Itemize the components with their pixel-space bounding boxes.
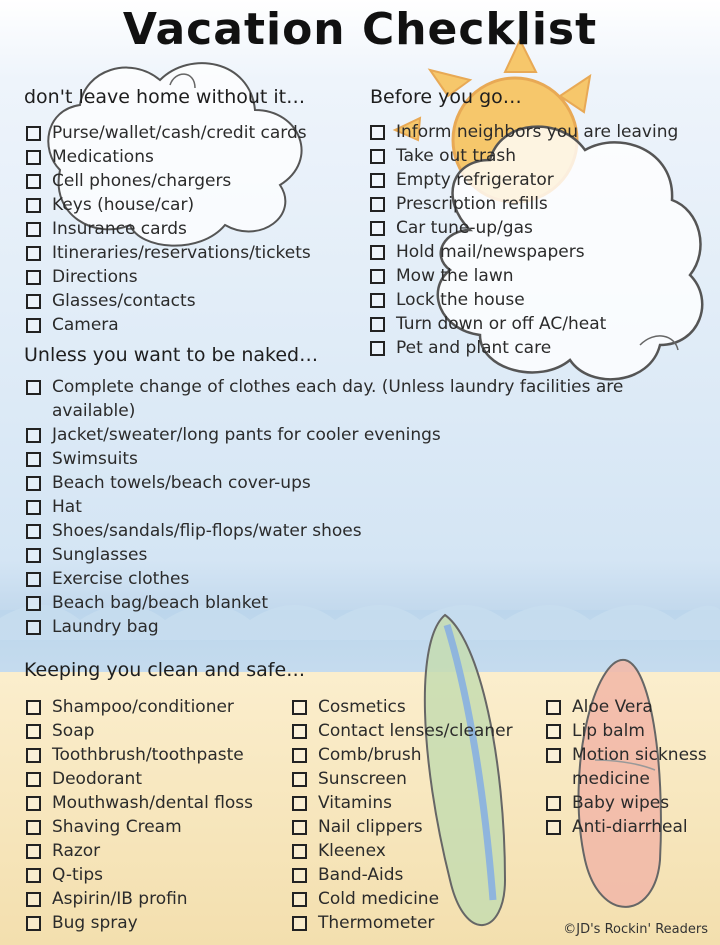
list-item[interactable]: Jacket/sweater/long pants for cooler evenings [24, 423, 674, 447]
list-clean-safe-col2 [290, 695, 513, 935]
list-item[interactable]: Directions [24, 265, 311, 289]
checkbox[interactable] [26, 700, 41, 715]
checkbox[interactable] [292, 820, 307, 835]
list-item[interactable]: Empty refrigerator [368, 168, 678, 192]
list-item[interactable]: Kleenex [290, 839, 513, 863]
checkbox[interactable] [26, 772, 41, 787]
checkbox[interactable] [26, 174, 41, 189]
checkbox[interactable] [546, 820, 561, 835]
list-item[interactable]: Motion sickness medicine [544, 743, 714, 791]
list-before-go [368, 120, 678, 360]
list-item[interactable]: Baby wipes [544, 791, 714, 815]
heading-dont-leave: don't leave home without it… [24, 86, 306, 108]
list-item[interactable]: Contact lenses/cleaner [290, 719, 513, 743]
checkbox[interactable] [370, 317, 385, 332]
list-item[interactable]: Comb/brush [290, 743, 513, 767]
checkbox[interactable] [370, 341, 385, 356]
list-dont-leave [24, 121, 311, 337]
list-item[interactable]: Sunscreen [290, 767, 513, 791]
list-item[interactable]: Soap [24, 719, 253, 743]
checkbox[interactable] [370, 221, 385, 236]
checkbox[interactable] [546, 724, 561, 739]
checkbox[interactable] [26, 572, 41, 587]
heading-clean-safe: Keeping you clean and safe… [24, 659, 306, 681]
list-item[interactable]: Swimsuits [24, 447, 674, 471]
checkbox[interactable] [26, 892, 41, 907]
list-item[interactable]: Car tune-up/gas [368, 216, 678, 240]
list-item[interactable]: Medications [24, 145, 311, 169]
list-item[interactable]: Hat [24, 495, 674, 519]
checkbox[interactable] [370, 197, 385, 212]
checkbox[interactable] [26, 150, 41, 165]
list-item[interactable]: Toothbrush/toothpaste [24, 743, 253, 767]
checkbox[interactable] [370, 269, 385, 284]
checkbox[interactable] [26, 748, 41, 763]
checkbox[interactable] [546, 748, 561, 763]
list-item[interactable]: Take out trash [368, 144, 678, 168]
checkbox[interactable] [26, 246, 41, 261]
checkbox[interactable] [370, 149, 385, 164]
checkbox[interactable] [370, 173, 385, 188]
checkbox[interactable] [292, 724, 307, 739]
list-item[interactable]: Cell phones/chargers [24, 169, 311, 193]
list-item[interactable]: Shampoo/conditioner [24, 695, 253, 719]
checkbox[interactable] [26, 500, 41, 515]
list-item[interactable]: Nail clippers [290, 815, 513, 839]
checkbox[interactable] [370, 293, 385, 308]
checkbox[interactable] [26, 318, 41, 333]
checkbox[interactable] [26, 294, 41, 309]
checkbox[interactable] [26, 270, 41, 285]
list-item[interactable]: Camera [24, 313, 311, 337]
heading-before-go: Before you go… [370, 86, 522, 108]
list-naked [24, 375, 674, 639]
list-clean-safe-col1 [24, 695, 253, 935]
checkbox[interactable] [26, 524, 41, 539]
checkbox[interactable] [292, 700, 307, 715]
list-item[interactable]: Aloe Vera [544, 695, 714, 719]
list-item[interactable]: Glasses/contacts [24, 289, 311, 313]
checkbox[interactable] [546, 700, 561, 715]
list-clean-safe-col3 [544, 695, 714, 839]
checkbox[interactable] [26, 724, 41, 739]
heading-naked: Unless you want to be naked… [24, 344, 319, 366]
copyright-footer: ©JD's Rockin' Readers [563, 922, 708, 937]
list-item[interactable]: Razor [24, 839, 253, 863]
checkbox[interactable] [26, 476, 41, 491]
checkbox[interactable] [546, 796, 561, 811]
checkbox[interactable] [26, 198, 41, 213]
checkbox[interactable] [26, 452, 41, 467]
checkbox[interactable] [26, 844, 41, 859]
checkbox[interactable] [26, 380, 41, 395]
checkbox[interactable] [292, 772, 307, 787]
list-item[interactable]: Cold medicine [290, 887, 513, 911]
list-item[interactable]: Beach towels/beach cover-ups [24, 471, 674, 495]
checkbox[interactable] [292, 844, 307, 859]
list-item[interactable]: Deodorant [24, 767, 253, 791]
checkbox[interactable] [26, 596, 41, 611]
list-item[interactable]: Thermometer [290, 911, 513, 935]
checkbox[interactable] [26, 820, 41, 835]
checkbox[interactable] [370, 125, 385, 140]
list-item[interactable]: Purse/wallet/cash/credit cards [24, 121, 311, 145]
list-item[interactable]: Complete change of clothes each day. (Unless laundry facilities are available) [24, 375, 674, 423]
list-item[interactable]: Lip balm [544, 719, 714, 743]
checkbox[interactable] [26, 796, 41, 811]
checkbox[interactable] [292, 796, 307, 811]
list-item[interactable]: Beach bag/beach blanket [24, 591, 674, 615]
list-item[interactable]: Aspirin/IB profin [24, 887, 253, 911]
page-title: Vacation Checklist [122, 4, 598, 55]
list-item[interactable]: Laundry bag [24, 615, 674, 639]
list-item[interactable]: Mouthwash/dental floss [24, 791, 253, 815]
list-item[interactable]: Pet and plant care [368, 336, 678, 360]
checkbox[interactable] [26, 222, 41, 237]
list-item[interactable]: Itineraries/reservations/tickets [24, 241, 311, 265]
list-item[interactable]: Vitamins [290, 791, 513, 815]
list-item[interactable]: Anti-diarrheal [544, 815, 714, 839]
checkbox[interactable] [292, 892, 307, 907]
checkbox[interactable] [26, 620, 41, 635]
list-item[interactable]: Shaving Cream [24, 815, 253, 839]
list-item[interactable]: Keys (house/car) [24, 193, 311, 217]
list-item[interactable]: Cosmetics [290, 695, 513, 719]
list-item[interactable]: Q-tips [24, 863, 253, 887]
checkbox[interactable] [26, 126, 41, 141]
checkbox[interactable] [292, 748, 307, 763]
checkbox[interactable] [26, 548, 41, 563]
checkbox[interactable] [26, 916, 41, 931]
checkbox[interactable] [292, 868, 307, 883]
checkbox[interactable] [26, 428, 41, 443]
list-item[interactable]: Prescription refills [368, 192, 678, 216]
list-item[interactable]: Turn down or off AC/heat [368, 312, 678, 336]
list-item[interactable]: Sunglasses [24, 543, 674, 567]
list-item[interactable]: Inform neighbors you are leaving [368, 120, 678, 144]
list-item[interactable]: Mow the lawn [368, 264, 678, 288]
list-item[interactable]: Shoes/sandals/flip-flops/water shoes [24, 519, 674, 543]
list-item[interactable]: Band-Aids [290, 863, 513, 887]
list-item[interactable]: Insurance cards [24, 217, 311, 241]
list-item[interactable]: Lock the house [368, 288, 678, 312]
checkbox[interactable] [26, 868, 41, 883]
list-item[interactable]: Bug spray [24, 911, 253, 935]
checkbox[interactable] [292, 916, 307, 931]
list-item[interactable]: Exercise clothes [24, 567, 674, 591]
checkbox[interactable] [370, 245, 385, 260]
list-item[interactable]: Hold mail/newspapers [368, 240, 678, 264]
